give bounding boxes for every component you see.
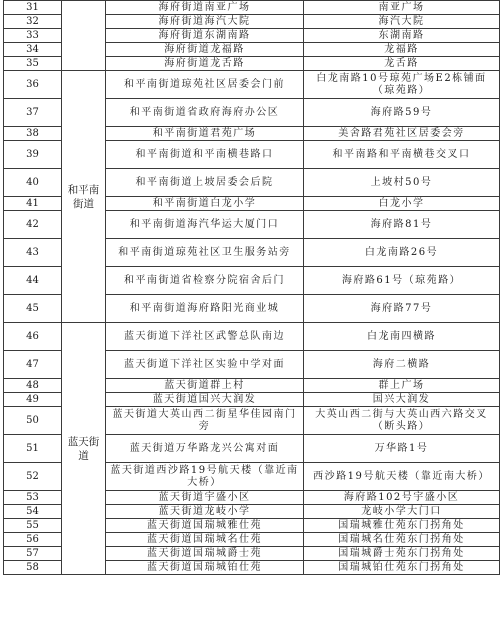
- location-cell: 和平南街道省政府海府办公区: [106, 99, 304, 127]
- address-cell: 海府路77号: [304, 295, 500, 323]
- location-cell: 海府街道海汽大院: [106, 15, 304, 29]
- location-cell: 海府街道龙舌路: [106, 57, 304, 71]
- row-number: 50: [4, 407, 62, 435]
- address-cell: 海府路61号（琼苑路）: [304, 267, 500, 295]
- row-number: 49: [4, 393, 62, 407]
- address-cell: 国瑞城爵士苑东门拐角处: [304, 547, 500, 561]
- address-cell: 白龙南路26号: [304, 239, 500, 267]
- location-cell: 和平南街道琼苑社区居委会门前: [106, 71, 304, 99]
- location-cell: 和平南街道君苑广场: [106, 127, 304, 141]
- address-cell: 白龙小学: [304, 197, 500, 211]
- address-cell: 白龙南路10号琼苑广场E2栋铺面（琼苑路）: [304, 71, 500, 99]
- location-cell: 和平南街道省检察分院宿舍后门: [106, 267, 304, 295]
- location-cell: 蓝天街道下洋社区实验中学对面: [106, 351, 304, 379]
- table-row: [4, 71, 500, 99]
- address-cell: 美舍路君苑社区居委会旁: [304, 127, 500, 141]
- address-cell: 和平南路和平南横巷交叉口: [304, 141, 500, 169]
- location-cell: 蓝天街道群上村: [106, 379, 304, 393]
- collection-point-table-sheet: [3, 0, 499, 575]
- row-number: 46: [4, 323, 62, 351]
- address-cell: 国兴大润发: [304, 393, 500, 407]
- address-cell: 西沙路19号航天楼（靠近南大桥）: [304, 463, 500, 491]
- row-number: 52: [4, 463, 62, 491]
- location-cell: 蓝天街道万华路龙兴公寓对面: [106, 435, 304, 463]
- address-cell: 大英山西二街与大英山西六路交叉（断头路）: [304, 407, 500, 435]
- location-cell: 海府街道南亚广场: [106, 1, 304, 15]
- row-number: 47: [4, 351, 62, 379]
- address-cell: 白龙南四横路: [304, 323, 500, 351]
- street-cell: [62, 1, 106, 71]
- collection-point-table: [3, 0, 500, 575]
- address-cell: 国瑞城名仕苑东门拐角处: [304, 533, 500, 547]
- row-number: 39: [4, 141, 62, 169]
- location-cell: 蓝天街道宇盛小区: [106, 491, 304, 505]
- location-cell: 蓝天街道国瑞城名仕苑: [106, 533, 304, 547]
- address-cell: 国瑞城雅仕苑东门拐角处: [304, 519, 500, 533]
- location-cell: 和平南街道琼苑社区卫生服务站旁: [106, 239, 304, 267]
- row-number: 51: [4, 435, 62, 463]
- row-number: 42: [4, 211, 62, 239]
- row-number: 33: [4, 29, 62, 43]
- location-cell: 蓝天街道国瑞城雅仕苑: [106, 519, 304, 533]
- table-body: [4, 1, 500, 575]
- street-cell: [62, 71, 106, 323]
- row-number: 55: [4, 519, 62, 533]
- address-cell: 海府路81号: [304, 211, 500, 239]
- row-number: 37: [4, 99, 62, 127]
- row-number: 40: [4, 169, 62, 197]
- row-number: 31: [4, 1, 62, 15]
- address-cell: 国瑞城铂仕苑东门拐角处: [304, 561, 500, 575]
- location-cell: 蓝天街道国兴大润发: [106, 393, 304, 407]
- location-cell: 蓝天街道国瑞城爵士苑: [106, 547, 304, 561]
- address-cell: 海府二横路: [304, 351, 500, 379]
- row-number: 53: [4, 491, 62, 505]
- address-cell: 海府路59号: [304, 99, 500, 127]
- location-cell: 蓝天街道下洋社区武警总队南边: [106, 323, 304, 351]
- row-number: 57: [4, 547, 62, 561]
- address-cell: 东湖南路: [304, 29, 500, 43]
- row-number: 38: [4, 127, 62, 141]
- row-number: 34: [4, 43, 62, 57]
- row-number: 58: [4, 561, 62, 575]
- street-cell: [62, 323, 106, 575]
- address-cell: 龙舌路: [304, 57, 500, 71]
- table-row: [4, 1, 500, 15]
- row-number: 44: [4, 267, 62, 295]
- row-number: 35: [4, 57, 62, 71]
- location-cell: 蓝天街道大英山西二街星华佳园南门旁: [106, 407, 304, 435]
- location-cell: 和平南街道上坡居委会后院: [106, 169, 304, 197]
- address-cell: 龙福路: [304, 43, 500, 57]
- location-cell: 海府街道龙福路: [106, 43, 304, 57]
- location-cell: 蓝天街道国瑞城铂仕苑: [106, 561, 304, 575]
- location-cell: 和平南街道白龙小学: [106, 197, 304, 211]
- row-number: 41: [4, 197, 62, 211]
- row-number: 32: [4, 15, 62, 29]
- address-cell: 龙岐小学大门口: [304, 505, 500, 519]
- row-number: 36: [4, 71, 62, 99]
- address-cell: 上坡村50号: [304, 169, 500, 197]
- address-cell: 南亚广场: [304, 1, 500, 15]
- row-number: 56: [4, 533, 62, 547]
- location-cell: 和平南街道海府路阳光商业城: [106, 295, 304, 323]
- row-number: 43: [4, 239, 62, 267]
- table-row: [4, 323, 500, 351]
- location-cell: 蓝天街道龙岐小学: [106, 505, 304, 519]
- row-number: 54: [4, 505, 62, 519]
- location-cell: 海府街道东湖南路: [106, 29, 304, 43]
- address-cell: 群上广场: [304, 379, 500, 393]
- location-cell: 蓝天街道西沙路19号航天楼（靠近南大桥）: [106, 463, 304, 491]
- row-number: 45: [4, 295, 62, 323]
- street-name: 和平南街道: [67, 183, 100, 210]
- street-name: 蓝天街道: [67, 435, 100, 462]
- address-cell: 海府路102号宇盛小区: [304, 491, 500, 505]
- address-cell: 海汽大院: [304, 15, 500, 29]
- row-number: 48: [4, 379, 62, 393]
- location-cell: 和平南街道海汽华运大厦门口: [106, 211, 304, 239]
- location-cell: 和平南街道和平南横巷路口: [106, 141, 304, 169]
- address-cell: 万华路1号: [304, 435, 500, 463]
